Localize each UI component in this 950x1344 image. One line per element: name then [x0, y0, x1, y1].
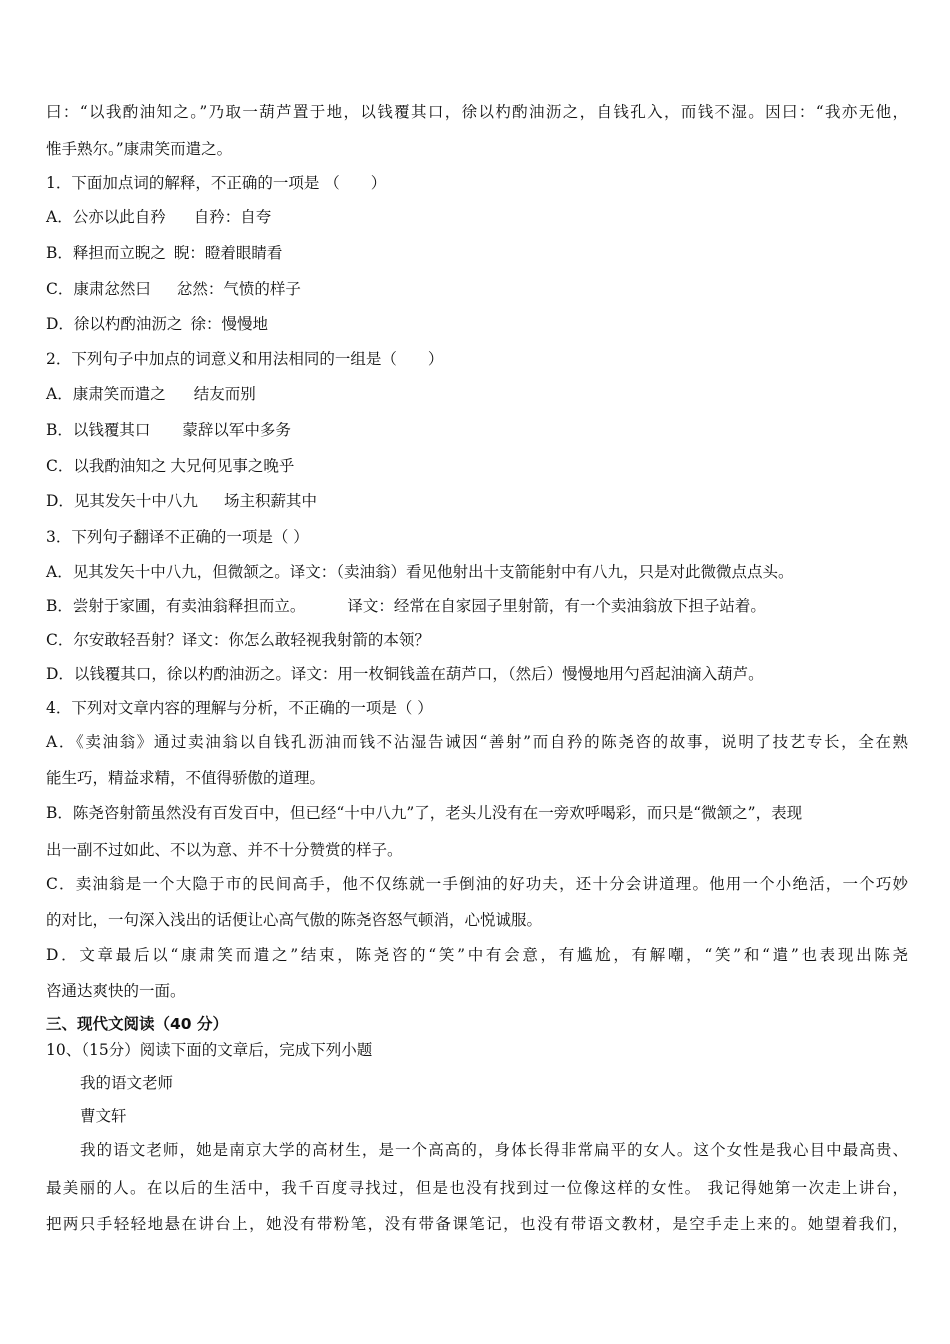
article-paragraph-line-1: 我的语文老师，她是南京大学的高材生，是一个高高的，身体长得非常扁平的女人。这个女性是我心目中最高贵、	[80, 1141, 908, 1159]
article-paragraph-line-2: 最美丽的人。在以后的生活中，我千百度寻找过，但是也没有找到过一位像这样的女性。 我记得她第一次走上讲台，	[46, 1179, 908, 1197]
q1-option-c	[46, 279, 301, 299]
q2-option-c-compare: 大兄何见事之晚乎	[170, 457, 295, 475]
article-title: 我的语文老师	[80, 1074, 174, 1092]
q1-option-a-gloss: 自矜：自夸	[193, 208, 272, 226]
q4-option-a-line-1: A．《卖油翁》通过卖油翁以自钱孔沥油而钱不沾湿告诫因“善射”而自矜的陈尧咨的故事，说明了技艺专长，全在熟	[46, 733, 908, 751]
q2-option-d-text: D．见其发矢十中八九	[46, 492, 198, 510]
q1-option-c-gloss: 忿然：气愤的样子	[176, 280, 301, 298]
q1-option-b-text: B．释担而立睨之	[46, 244, 166, 262]
q1-option-b-gloss: 睨：瞪着眼睛看	[173, 244, 283, 262]
question-4: 4．下列对文章内容的理解与分析，不正确的一项是（ ）	[46, 699, 433, 717]
q4-option-d-line-1: D．文章最后以“康肃笑而遣之”结束，陈尧咨的“笑”中有会意，有尴尬，有解嘲，“笑”和“遣”也表现出陈尧	[46, 946, 908, 964]
q1-option-a	[46, 207, 271, 227]
q1-option-a-text: A．公亦以此自矜	[46, 208, 166, 226]
article-paragraph-line-3: 把两只手轻轻地悬在讲台上，她没有带粉笔，没有带备课笔记，也没有带语文教材，是空手走上来的。她望着我们，	[46, 1215, 908, 1233]
q2-option-d	[46, 491, 317, 511]
q2-option-a-text: A．康肃笑而遣之	[46, 385, 166, 403]
q2-option-c-text: C．以我酌油知之	[46, 457, 167, 475]
q2-option-a-compare: 结友而别	[193, 385, 256, 403]
q3-option-c: C．尔安敢轻吾射？译文：你怎么敢轻视我射箭的本领？	[46, 631, 430, 649]
question-10: 10、（15分）阅读下面的文章后，完成下列小题	[46, 1041, 373, 1059]
q4-option-c-line-2: 的对比，一句深入浅出的话便让心高气傲的陈尧咨怒气顿消，心悦诚服。	[46, 911, 543, 929]
passage-line-2: 惟手熟尔。”康肃笑而遣之。	[46, 140, 233, 158]
section-heading: 三、现代文阅读（40 分）	[46, 1015, 228, 1033]
q2-option-c	[46, 456, 294, 476]
q3-option-b	[46, 596, 766, 616]
q3-option-b-text: B．尝射于家圃，有卖油翁释担而立。	[46, 597, 306, 615]
article-author: 曹文轩	[80, 1107, 127, 1125]
question-1: 1．下面加点词的解释，不正确的一项是 （ ）	[46, 174, 387, 192]
q1-option-d-text: D．徐以杓酌油沥之	[46, 315, 183, 333]
question-3: 3．下列句子翻译不正确的一项是（ ）	[46, 528, 309, 546]
q2-option-b-text: B．以钱覆其口	[46, 421, 151, 439]
q4-option-a-line-2: 能生巧，精益求精，不值得骄傲的道理。	[46, 769, 326, 787]
q3-option-a: A．见其发矢十中八九，但微颔之。译文：（卖油翁）看见他射出十支箭能射中有八九，只是对此微微点点头。	[46, 563, 794, 581]
q1-option-b	[46, 243, 282, 263]
q2-option-b	[46, 420, 291, 440]
question-2: 2．下列句子中加点的词意义和用法相同的一组是（ ）	[46, 350, 444, 368]
q4-option-b-line-1: B．陈尧咨射箭虽然没有百发百中，但已经“十中八九”了，老头儿没有在一旁欢呼喝彩，而只是“微颔之”，表现	[46, 804, 803, 822]
q2-option-d-compare: 场主积薪其中	[223, 492, 317, 510]
q1-option-c-text: C．康肃忿然曰	[46, 280, 151, 298]
q4-option-b-line-2: 出一副不过如此、不以为意、并不十分赞赏的样子。	[46, 841, 403, 859]
q2-option-a	[46, 384, 256, 404]
q2-option-b-compare: 蒙辞以军中多务	[182, 421, 291, 439]
q1-option-d-gloss: 徐：慢慢地	[190, 315, 268, 333]
q4-option-c-line-1: C．卖油翁是一个大隐于市的民间高手，他不仅练就一手倒油的好功夫，还十分会讲道理。他用一个小绝活，一个巧妙	[46, 875, 908, 893]
q3-option-b-translation: 译文：经常在自家园子里射箭，有一个卖油翁放下担子站着。	[347, 597, 766, 615]
q4-option-d-line-2: 咨通达爽快的一面。	[46, 982, 186, 1000]
passage-line-1: 曰：“以我酌油知之。”乃取一葫芦置于地，以钱覆其口，徐以杓酌油沥之，自钱孔入，而钱不湿。因曰：“我亦无他，	[46, 103, 908, 121]
q3-option-d: D．以钱覆其口，徐以杓酌油沥之。译文：用一枚铜钱盖在葫芦口，（然后）慢慢地用勺舀起油滴入葫芦。	[46, 665, 764, 683]
q1-option-d	[46, 314, 268, 334]
